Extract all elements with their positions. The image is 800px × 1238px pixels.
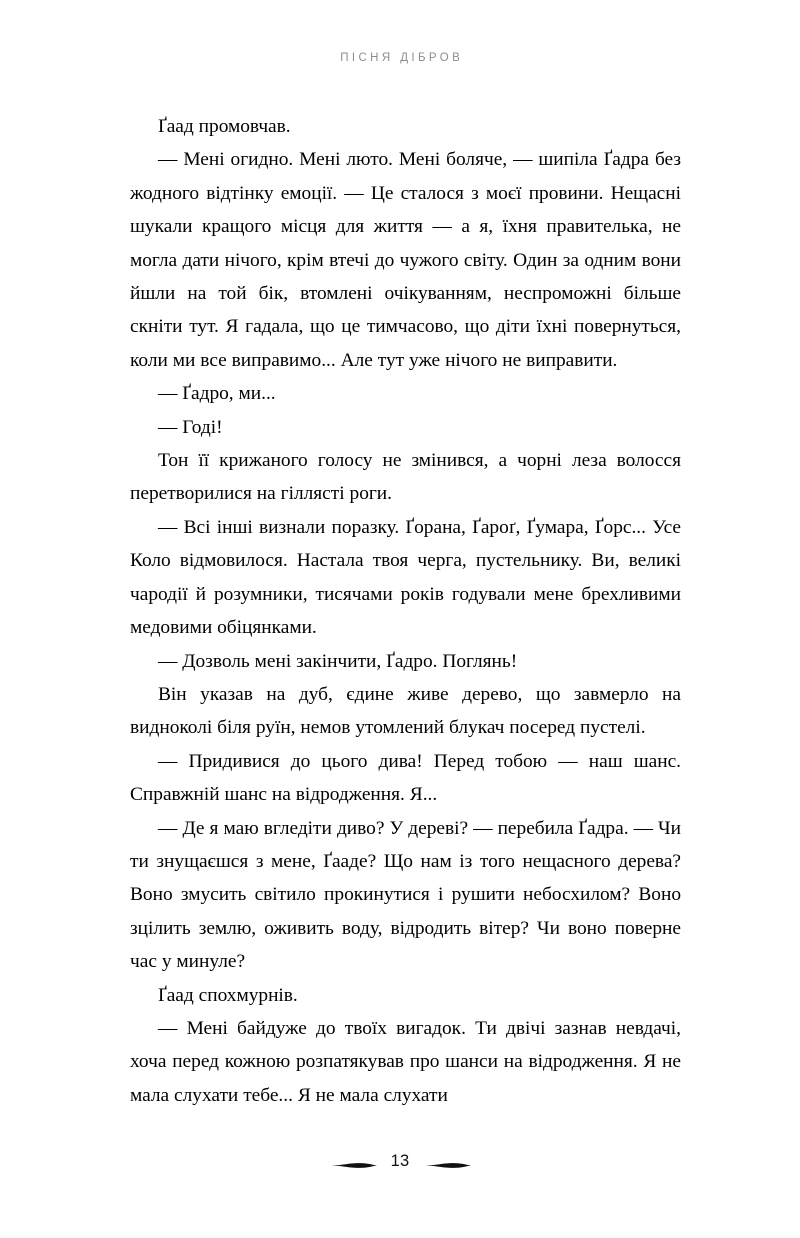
- body-paragraph: Тон її крижаного голосу не змінився, а чорні леза волосся перетворилися на гіллясті роги.: [130, 450, 681, 505]
- body-text-block: [130, 110, 681, 1112]
- body-paragraph: — Ґадро, ми...: [158, 383, 276, 405]
- body-paragraph: — Де я маю вгледіти диво? У дереві? — перебила Ґадра. — Чи ти знущаєшся з мене, Ґааде? Що нам із того нещасного дерева? Воно змусить світило прокинутися і рушити небосхилом? Воно зцілить землю, оживить воду, відродить вітер? Чи воно поверне час у минуле?: [130, 817, 681, 973]
- body-paragraph: — Дозволь мені закінчити, Ґадро. Поглянь!: [158, 650, 518, 672]
- body-paragraph: Ґаад промовчав.: [158, 116, 291, 137]
- page-number: 13: [390, 1152, 410, 1170]
- leaf-rule-ornament-right: [423, 1157, 471, 1166]
- body-paragraph: Ґаад спохмурнів.: [158, 984, 298, 1006]
- body-paragraph: — Всі інші визнали поразку. Ґорана, Ґароґ, Ґумара, Ґорс... Усе Коло відмовилося. Настала твоя черга, пустельнику. Ви, великі чародії й розумники, тисячами років годували мене брехливими медовими обіцянками.: [130, 516, 681, 639]
- body-paragraph: — Придивися до цього дива! Перед тобою — наш шанс. Справжній шанс на відродження. Я...: [130, 750, 681, 806]
- running-head: ПІСНЯ ДІБРОВ: [340, 52, 464, 64]
- page-footer: [0, 1148, 800, 1174]
- body-paragraph: — Мені байдуже до твоїх вигадок. Ти двічі зазнав невдачі, хоча перед кожною розпатякував про шанси на відродження. Я не мала слухати тебе... Я не мала слухати: [130, 1017, 681, 1106]
- body-paragraph: — Мені огидно. Мені люто. Мені боляче, — шипіла Ґадра без жодного відтінку емоції. — Це сталося з моєї провини. Нещасні шукали кращого місця для життя — а я, їхня правителька, не могла дати нічого, крім втечі до чужого світу. Один за одним вони йшли на той бік, втомлені очікуванням, неспроможні більше скніти тут. Я гадала, що це тимчасово, що діти їхні повернуться, коли ми все виправимо... Але тут уже нічого не виправити.: [130, 149, 681, 371]
- body-paragraph: Він указав на дуб, єдине живе дерево, що завмерло на видноколі біля руїн, немов утомлений блукач посеред пустелі.: [130, 683, 681, 739]
- leaf-rule-ornament-left: [329, 1157, 377, 1166]
- body-paragraph: — Годі!: [158, 416, 223, 438]
